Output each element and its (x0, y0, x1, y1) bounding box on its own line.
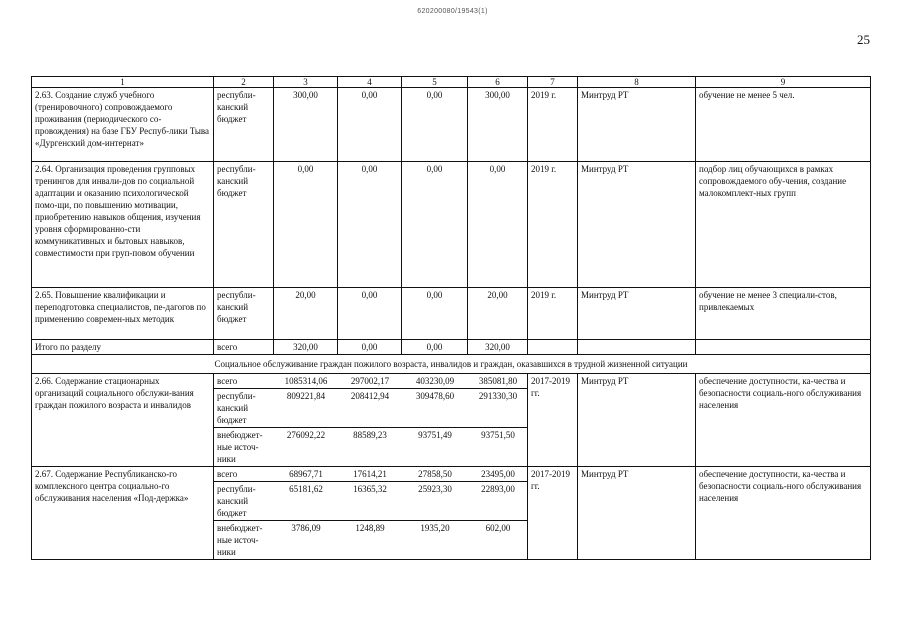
column-number: 1 (32, 77, 214, 88)
amount-total: 0,00 (274, 162, 338, 288)
funding-line (214, 389, 528, 428)
executor: Минтруд РТ (578, 288, 696, 340)
section-title: Социальное обслуживание граждан пожилого возраста, инвалидов и граждан, оказавшихся в трудной жизненной ситуации (32, 355, 871, 374)
amount-2017: 0,00 (338, 88, 402, 162)
activity-name: 2.67. Содержание Республиканско-го комплексного центра социально-го обслуживания населения «Под-держка» (32, 467, 214, 560)
amount-2018: 0,00 (402, 340, 468, 355)
executor: Минтруд РТ (578, 467, 696, 560)
column-numbers-row (32, 77, 871, 88)
amount-2019: 320,00 (468, 340, 528, 355)
amount-2019: 300,00 (468, 88, 528, 162)
column-number: 9 (696, 77, 871, 88)
column-number: 5 (402, 77, 468, 88)
amount-2018: 1935,20 (420, 523, 450, 533)
executor: Минтруд РТ (578, 374, 696, 467)
amount-total: 276092,22 (286, 430, 326, 440)
table-row (32, 162, 871, 288)
amount-2019: 93751,50 (481, 430, 515, 440)
column-number: 6 (468, 77, 528, 88)
funding-source: республи-канский бюджет (214, 482, 274, 521)
period: 2017-2019 гг. (528, 374, 578, 467)
amount-2019: 20,00 (468, 288, 528, 340)
activity-name: 2.63. Создание служб учебного (тренировочного) сопровождаемого проживания (периодического со-провождения) на базе ГБУ Респуб-лики Тыва «Дургенский дом-интернат» (32, 88, 214, 162)
program-table (31, 76, 871, 560)
amount-total: 68967,71 (274, 467, 338, 482)
page-number: 25 (857, 32, 870, 47)
expected-result: обучение не менее 3 специали-стов, привлекаемых (696, 288, 871, 340)
funding-breakdown (214, 467, 528, 559)
table-row (32, 374, 871, 467)
amount-total: 809221,84 (274, 389, 338, 428)
amount-2019: 23495,00 (468, 467, 528, 482)
amount-2018: 25923,30 (402, 482, 468, 521)
table-row (32, 288, 871, 340)
activity-name: 2.66. Содержание стационарных организаций социального обслужи-вания граждан пожилого возраста и инвалидов (32, 374, 214, 467)
amount-2017: 0,00 (338, 340, 402, 355)
amount-2019: 22893,00 (468, 482, 528, 521)
amount-total: 1085314,06 (274, 374, 338, 389)
amount-2019: 291330,30 (468, 389, 528, 428)
amount-2019: 0,00 (468, 162, 528, 288)
expected-result: обеспечение доступности, ка-чества и безопасности социаль-ного обслуживания населения (696, 467, 871, 560)
expected-result: обучение не менее 5 чел. (696, 88, 871, 162)
amount-2018: 93751,49 (418, 430, 452, 440)
funding-breakdown (214, 374, 528, 466)
funding-line (214, 428, 528, 467)
funding-line (214, 374, 528, 389)
total-label: Итого по разделу (32, 340, 214, 355)
amount-2017: 1248,89 (355, 523, 385, 533)
funding-source: всего (214, 467, 274, 482)
amount-2018: 27858,50 (402, 467, 468, 482)
column-number: 4 (338, 77, 402, 88)
amount-2018: 309478,60 (402, 389, 468, 428)
funding-source: внебюджет-ные источ-ники (217, 523, 263, 557)
period: 2019 г. (528, 162, 578, 288)
amount-2017: 208412,94 (338, 389, 402, 428)
executor: Минтруд РТ (578, 162, 696, 288)
amount-2019: 602,00 (485, 523, 511, 533)
amount-2018: 403230,09 (402, 374, 468, 389)
funding-source: республи-канский бюджет (214, 88, 274, 162)
expected-result: подбор лиц обучающихся в рамках сопровождаемого обу-чения, создание малокомплект-ных групп (696, 162, 871, 288)
amount-total: 320,00 (274, 340, 338, 355)
amount-2017: 17614,21 (338, 467, 402, 482)
table-row (32, 88, 871, 162)
funding-line (214, 467, 528, 482)
document-code: 620200080/19543(1) (417, 8, 488, 15)
activity-name: 2.65. Повышение квалификации и переподготовка специалистов, пе-дагогов по применению современ-ных методик (32, 288, 214, 340)
total-row (32, 340, 871, 355)
column-number: 3 (274, 77, 338, 88)
funding-line (214, 521, 528, 560)
period: 2017-2019 гг. (528, 467, 578, 560)
amount-total: 20,00 (274, 288, 338, 340)
section-heading-row (32, 355, 871, 374)
amount-2017: 88589,23 (353, 430, 387, 440)
amount-2017: 16365,32 (338, 482, 402, 521)
column-number: 2 (214, 77, 274, 88)
amount-2017: 0,00 (338, 162, 402, 288)
table-row (32, 467, 871, 560)
column-number: 8 (578, 77, 696, 88)
amount-total: 3786,09 (291, 523, 321, 533)
amount-2017: 0,00 (338, 288, 402, 340)
expected-result: обеспечение доступности, ка-чества и безопасности социаль-ного обслуживания населения (696, 374, 871, 467)
funding-source: республи-канский бюджет (214, 162, 274, 288)
funding-source: всего (214, 374, 274, 389)
funding-source: всего (214, 340, 274, 355)
period: 2019 г. (528, 88, 578, 162)
funding-source: республи-канский бюджет (214, 288, 274, 340)
funding-source: республи-канский бюджет (214, 389, 274, 428)
amount-2017: 297002,17 (338, 374, 402, 389)
amount-total: 300,00 (274, 88, 338, 162)
amount-2018: 0,00 (402, 288, 468, 340)
amount-total: 65181,62 (274, 482, 338, 521)
amount-2018: 0,00 (402, 88, 468, 162)
period: 2019 г. (528, 288, 578, 340)
column-number: 7 (528, 77, 578, 88)
funding-source: внебюджет-ные источ-ники (217, 430, 263, 464)
funding-line (214, 482, 528, 521)
executor: Минтруд РТ (578, 88, 696, 162)
activity-name: 2.64. Организация проведения групповых тренингов для инвали-дов по социальной адаптации и оказанию психологической помо-щи, по повышению мотивации, приобретению навыков общения, изучения уровня сформированно-сти коммуникативных и бытовых навыков, совместимости при груп-повом обучении (32, 162, 214, 288)
amount-2019: 385081,80 (468, 374, 528, 389)
amount-2018: 0,00 (402, 162, 468, 288)
